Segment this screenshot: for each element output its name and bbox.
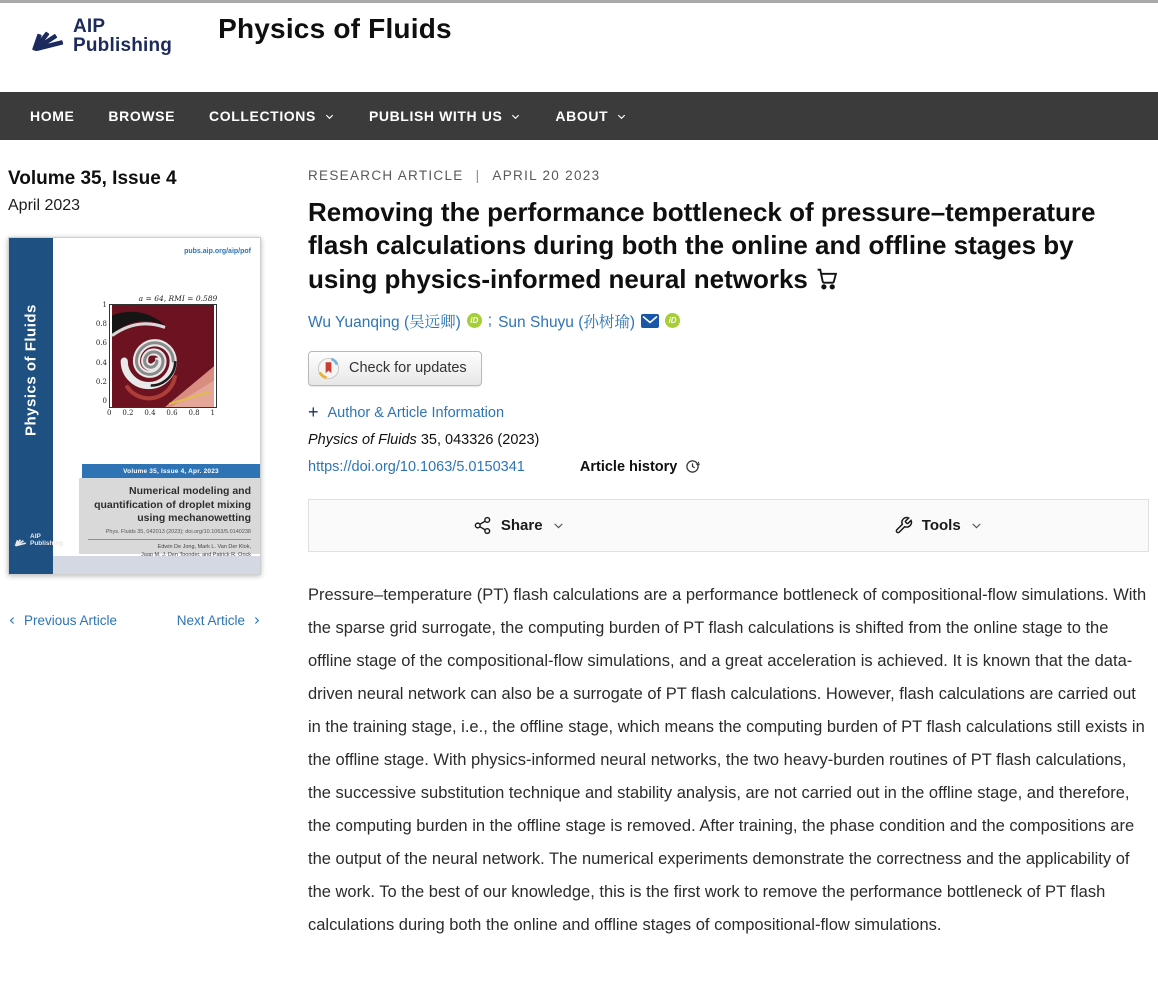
page-content	[0, 140, 1158, 958]
abstract-text: Pressure–temperature (PT) flash calculations are a performance bottleneck of compositional-flow simulations. With the sparse grid surrogate, the computing burden of PT flash calculations is shifted from the online stage to the offline stage of the compositional-flow simulations, and a great acceleration is achieved. It is known that the data-driven neural network can also be a surrogate of PT flash calculations. However, flash calculations are carried out in the training stage, i.e., the offline stage, which means the computing burden of PT flash calculations still exists in the offline stage. With physics-informed neural networks, the two heavy-burden routines of PT flash calculations, the successive substitution technique and stability analysis, are not carried out in the offline stage, and therefore, the computing burden in the offline stage is removed. After training, the phase condition and the compositions are the output of the neural network. The numerical experiments demonstrate the correctness and the applicability of the work. To the best of our knowledge, this is the first work to remove the performance bottleneck of PT flash calculations during both the online and offline stages of compositional-flow simulations.	[308, 585, 1147, 934]
doi-link[interactable]: https://doi.org/10.1063/5.0150341	[308, 458, 525, 475]
y-tick: 1	[102, 301, 107, 309]
cover-aip-logo	[14, 534, 63, 548]
cover-plot-title: a = 64, RMI = 0.589	[138, 294, 218, 303]
cover-featured-citation: Phys. Fluids 35, 042013 (2023); doi.org/10.1063/5.0140238	[105, 528, 251, 535]
previous-article-label: Previous Article	[24, 613, 118, 628]
x-tick: 0.8	[188, 409, 200, 417]
journal-title[interactable]: Physics of Fluids	[218, 13, 452, 44]
next-article-label: Next Article	[176, 613, 245, 628]
cover-plot-x-axis	[107, 409, 215, 417]
tools-label: Tools	[921, 516, 961, 534]
purchase-cart-icon[interactable]	[814, 266, 839, 299]
nav-label: BROWSE	[108, 108, 176, 124]
article-title: Removing the performance bottleneck of pressure–temperature flash calculations during both the online and offline stages by using physics-informed neural networks	[308, 196, 1116, 299]
cover-authors-line: Edwin De Jong, Mark L. Van Der Klok,	[157, 543, 251, 550]
article-history-toggle[interactable]	[580, 459, 701, 475]
aip-logo-line2: Publishing	[73, 35, 173, 56]
share-label: Share	[500, 516, 543, 534]
aip-fan-icon	[30, 17, 66, 53]
share-tools-bar	[308, 499, 1149, 552]
x-tick: 0	[107, 409, 112, 417]
cover-simulation-plot	[95, 294, 247, 417]
article-history-label: Article history	[579, 458, 678, 475]
chevron-down-icon	[970, 519, 983, 532]
plus-icon: +	[308, 401, 319, 422]
aip-fan-icon	[14, 534, 27, 547]
chevron-left-icon	[8, 614, 17, 627]
nav-label: HOME	[30, 108, 75, 124]
aip-logo-line1: AIP	[73, 16, 106, 37]
main-nav	[0, 92, 1158, 140]
cover-issue-banner: Volume 35, Issue 4, Apr. 2023	[82, 464, 260, 478]
y-tick: 0.8	[95, 320, 107, 329]
chevron-down-icon	[616, 111, 627, 122]
issue-cover-image[interactable]	[8, 237, 261, 575]
author-list	[308, 310, 1149, 332]
history-clock-icon	[685, 459, 700, 474]
nav-label: ABOUT	[555, 108, 609, 124]
nav-item-collections[interactable]	[209, 108, 335, 124]
x-tick: 0.4	[144, 409, 156, 417]
issue-sidebar	[8, 166, 265, 958]
y-tick: 0.2	[95, 377, 107, 386]
author-info-toggle[interactable]	[308, 401, 1149, 422]
check-for-updates-button[interactable]	[308, 351, 482, 386]
x-tick: 0.2	[122, 409, 134, 417]
tools-wrench-icon	[894, 516, 913, 535]
aip-logo-text	[73, 17, 172, 55]
article-type-label: RESEARCH ARTICLE	[308, 168, 464, 183]
nav-item-browse[interactable]	[108, 108, 175, 124]
publish-date: APRIL 20 2023	[492, 168, 601, 183]
chevron-down-icon	[510, 111, 521, 122]
cover-swirl-plot-image	[109, 304, 217, 408]
volume-heading: Volume 35, Issue 4	[8, 168, 177, 189]
x-tick: 1	[210, 409, 215, 417]
cover-featured-article	[79, 478, 260, 554]
site-header	[0, 3, 1158, 92]
issue-date: April 2023	[8, 197, 81, 214]
check-for-updates-label: Check for updates	[349, 360, 467, 377]
cover-divider	[88, 539, 251, 540]
cover-bottom-band	[53, 556, 260, 574]
chevron-down-icon	[324, 111, 335, 122]
orcid-icon[interactable]: iD	[665, 313, 680, 328]
article-eyebrow	[308, 168, 1149, 183]
tools-dropdown[interactable]	[729, 500, 1149, 551]
citation-journal-name: Physics of Fluids	[308, 431, 417, 448]
article-pager	[8, 613, 261, 628]
citation-volume-page: 35, 043326 (2023)	[416, 431, 540, 448]
nav-item-about[interactable]	[555, 108, 627, 124]
y-tick: 0.4	[95, 358, 107, 367]
y-tick: 0.6	[95, 339, 107, 348]
author-link[interactable]: Wu Yuanqing (吴远卿)	[308, 313, 461, 331]
article-citation	[308, 432, 1149, 448]
cover-site-url: pubs.aip.org/aip/pof	[184, 248, 251, 255]
nav-label: COLLECTIONS	[209, 108, 316, 124]
cover-journal-name: Physics of Fluids	[22, 304, 40, 436]
orcid-icon[interactable]: iD	[467, 313, 482, 328]
y-tick: 0	[102, 396, 107, 405]
cover-featured-title: Numerical modeling and quantification of droplet mixing using mechanowetting	[94, 485, 251, 525]
email-author-icon[interactable]	[641, 314, 659, 328]
previous-article-link[interactable]	[8, 613, 117, 628]
share-icon	[473, 516, 492, 535]
doi-row	[308, 459, 1149, 475]
chevron-right-icon	[252, 614, 261, 627]
nav-item-home[interactable]	[30, 108, 74, 124]
cover-aip-logo-text: AIP Publishing	[30, 533, 64, 548]
next-article-link[interactable]	[177, 613, 261, 628]
nav-item-publish-with-us[interactable]	[369, 108, 521, 124]
aip-publishing-logo[interactable]	[30, 17, 172, 55]
nav-label: PUBLISH WITH US	[368, 108, 503, 124]
share-dropdown[interactable]	[309, 500, 729, 551]
crossmark-icon	[317, 357, 340, 380]
x-tick: 0.6	[166, 409, 178, 417]
chevron-down-icon	[552, 519, 565, 532]
article-main	[308, 166, 1149, 958]
author-link[interactable]: Sun Shuyu (孙树瑜)	[498, 313, 636, 331]
eyebrow-separator: |	[475, 168, 481, 183]
author-article-information-link[interactable]: Author & Article Information	[327, 404, 505, 421]
cover-plot-y-axis	[95, 301, 109, 405]
author-separator: ;	[487, 311, 493, 329]
